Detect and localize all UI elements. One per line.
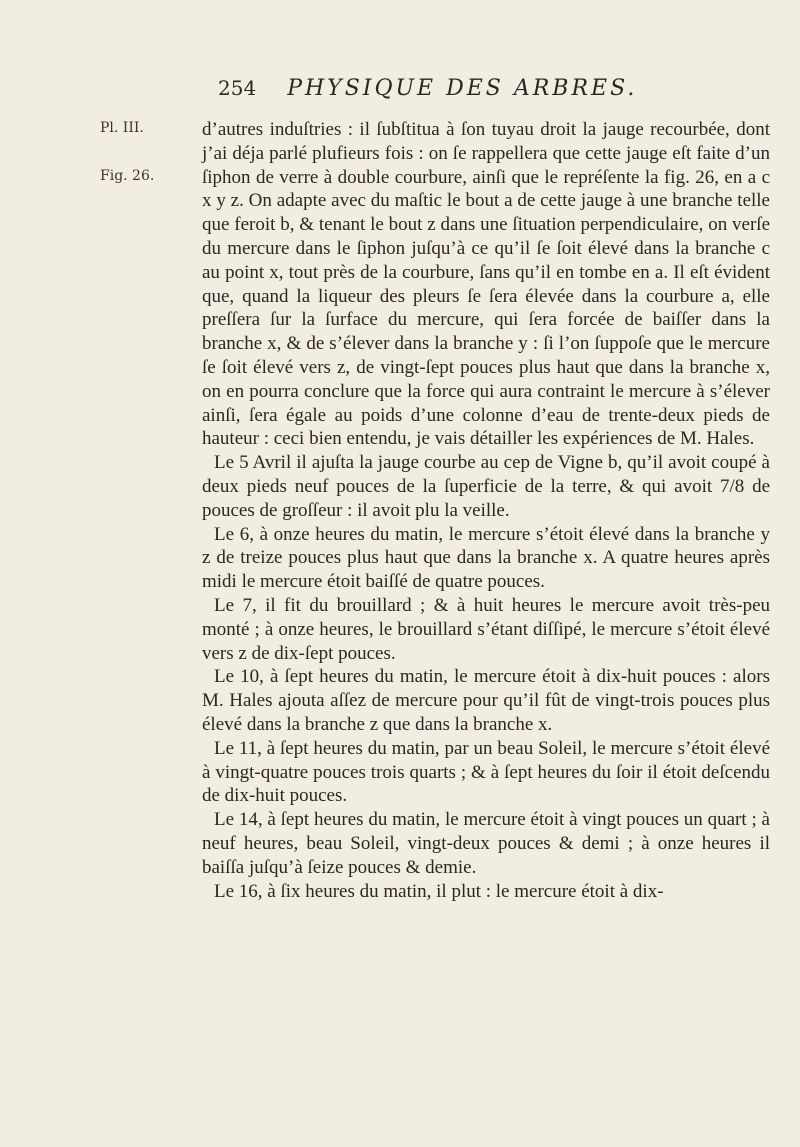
page-header — [218, 76, 778, 101]
figure-reference: Fig. 26. — [100, 168, 155, 184]
paragraph: Le 11, à ſept heures du matin, par un beau Soleil, le mercure s’étoit élevé à vingt-quatre pouces trois quarts ; & à ſept heures du ſoir il étoit deſcendu de dix-huit pouces. — [202, 737, 770, 807]
paragraph: Le 14, à ſept heures du matin, le mercure étoit à vingt pouces un quart ; à neuf heures, beau Soleil, vingt-deux pouces & demi ; à onze heures il baiſſa juſqu’à ſeize pouces & demie. — [202, 809, 770, 878]
page-number: 254 — [218, 76, 257, 100]
plate-reference: Pl. III. — [100, 120, 144, 136]
body-text — [202, 118, 770, 903]
paragraph: d’autres induſtries : il ſubſtitua à ſon tuyau droit la jauge recourbée, dont j’ai déja parlé plufieurs fois : on ſe rappellera que cette jauge eſt faite d’un ſiphon de verre à double courbure, ainſi que le repréſente la fig. 26, en a c x y z. On adapte avec du maſtic le bout a de cette jauge à une branche telle que feroit b, & tenant le bout z dans une ſituation perpendiculaire, on verſe du mercure dans le ſiphon juſqu’à ce qu’il ſe ſoit élevé dans la branche c au point x, tout près de la courbure, ſans qu’il en tombe en a. Il eſt évident que, quand la liqueur des pleurs ſe ſera élevée dans la courbure a, elle preſſera ſur la ſurface du mercure, qui ſera forcée de baiſſer dans la branche x, & de s’élever dans la branche y : ſi l’on ſuppoſe que le mercure ſe ſoit élevé vers z, de vingt-ſept pouces plus haut que dans la branche x, on en pourra conclure que la force qui aura contraint le mercure à s’élever ainſi, ſera égale au poids d’une colonne d’eau de trente-deux pieds de hauteur : ceci bien entendu, je vais détailler les expériences de M. Hales. — [202, 119, 770, 450]
paragraph: Le 6, à onze heures du matin, le mercure s’étoit élevé dans la branche y z de treize pouces plus haut que dans la branche x. A quatre heures après midi le mercure étoit baiſſé de quatre pouces. — [202, 523, 770, 593]
paragraph: Le 7, il fit du brouillard ; & à huit heures le mercure avoit très-peu monté ; à onze heures, le brouillard s’étant diſſipé, le mercure s’étoit élevé vers z de dix-ſept pouces. — [202, 594, 770, 664]
paragraph: Le 10, à ſept heures du matin, le mercure étoit à dix-huit pouces : alors M. Hales ajouta aſſez de mercure pour qu’il fût de vingt-trois pouces plus élevé dans la branche z que dans la branche x. — [202, 666, 770, 735]
running-title: PHYSIQUE DES ARBRES. — [287, 76, 638, 101]
paragraph: Le 16, à ſix heures du matin, il plut : le mercure étoit à dix- — [214, 880, 664, 902]
paragraph: Le 5 Avril il ajuſta la jauge courbe au cep de Vigne b, qu’il avoit coupé à deux pieds neuf pouces de la ſuperficie de la terre, & qui avoit 7/8 de pouces de groſſeur : il avoit plu la veille. — [202, 452, 770, 521]
